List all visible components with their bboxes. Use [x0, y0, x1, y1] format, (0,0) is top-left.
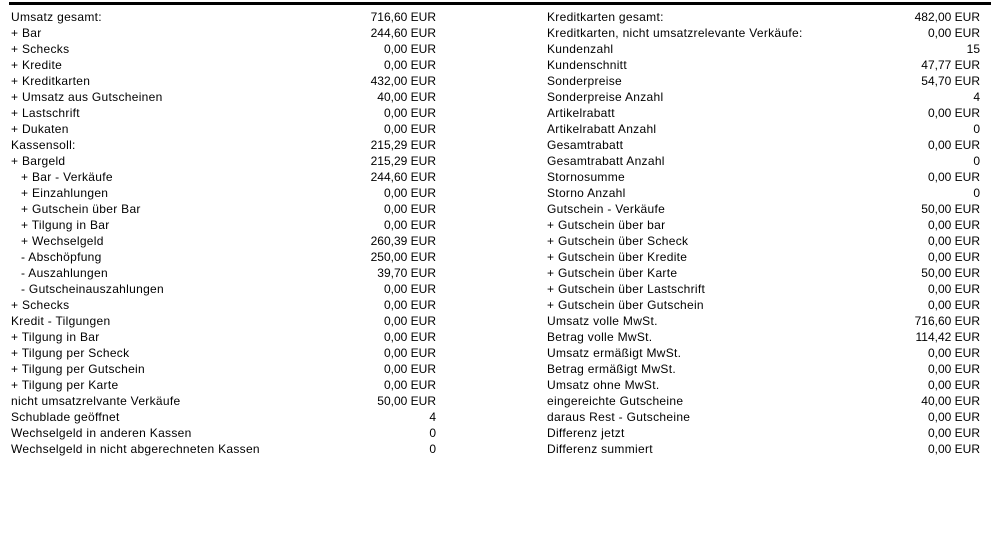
report-row — [11, 361, 436, 377]
report-row — [547, 153, 980, 169]
row-value: 0,00 EUR — [927, 346, 980, 360]
row-label: + Tilgung in Bar — [21, 218, 110, 232]
report-row — [11, 329, 436, 345]
row-value: 0,00 EUR — [927, 442, 980, 456]
row-label: + Tilgung in Bar — [11, 330, 100, 344]
report-row — [11, 73, 436, 89]
report-row — [547, 41, 980, 57]
row-value: 0,00 EUR — [383, 298, 436, 312]
row-value: 0 — [973, 154, 980, 168]
row-label: + Schecks — [11, 298, 70, 312]
report-row — [547, 233, 980, 249]
report-row — [11, 249, 436, 265]
report-row — [11, 409, 436, 425]
row-label: Umsatz volle MwSt. — [547, 314, 658, 328]
row-value: 54,70 EUR — [921, 74, 980, 88]
row-value: 50,00 EUR — [921, 202, 980, 216]
row-label: + Schecks — [11, 42, 70, 56]
row-value: 0,00 EUR — [927, 218, 980, 232]
row-label: Wechselgeld in nicht abgerechneten Kassen — [11, 442, 260, 456]
report-row — [547, 249, 980, 265]
row-label: Stornosumme — [547, 170, 625, 184]
row-value: 15 — [966, 42, 980, 56]
right-column — [547, 9, 980, 457]
row-label: Differenz summiert — [547, 442, 653, 456]
report-row — [11, 297, 436, 313]
report-row — [11, 265, 436, 281]
left-column — [11, 9, 436, 457]
report-row — [11, 41, 436, 57]
row-label: eingereichte Gutscheine — [547, 394, 684, 408]
row-label: + Umsatz aus Gutscheinen — [11, 90, 163, 104]
report-row — [11, 25, 436, 41]
row-value: 0,00 EUR — [383, 106, 436, 120]
row-label: + Kreditkarten — [11, 74, 91, 88]
row-value: 716,60 EUR — [914, 314, 980, 328]
report-row — [11, 153, 436, 169]
row-label: Kredit - Tilgungen — [11, 314, 111, 328]
report-row — [11, 89, 436, 105]
report-row — [11, 281, 436, 297]
report-row — [11, 137, 436, 153]
report-row — [547, 377, 980, 393]
row-value: 0,00 EUR — [383, 122, 436, 136]
report-row — [11, 201, 436, 217]
row-value: 244,60 EUR — [370, 26, 436, 40]
row-label: Kundenzahl — [547, 42, 614, 56]
report-row — [547, 329, 980, 345]
report-row — [11, 9, 436, 25]
row-value: 244,60 EUR — [370, 170, 436, 184]
report-row — [11, 121, 436, 137]
row-label: Betrag volle MwSt. — [547, 330, 653, 344]
row-label: + Tilgung per Gutschein — [11, 362, 145, 376]
row-label: + Lastschrift — [11, 106, 80, 120]
row-label: Kreditkarten, nicht umsatzrelevante Verkäufe: — [547, 26, 803, 40]
report-row — [11, 313, 436, 329]
row-label: + Kredite — [11, 58, 63, 72]
row-value: 0,00 EUR — [927, 138, 980, 152]
report-row — [547, 441, 980, 457]
report-row — [547, 89, 980, 105]
row-label: Artikelrabatt — [547, 106, 615, 120]
row-label: Sonderpreise — [547, 74, 622, 88]
report-row — [547, 185, 980, 201]
row-label: + Gutschein über Gutschein — [547, 298, 704, 312]
report-row — [547, 425, 980, 441]
row-value: 40,00 EUR — [377, 90, 436, 104]
row-label: + Wechselgeld — [21, 234, 104, 248]
row-value: 39,70 EUR — [377, 266, 436, 280]
row-label: Wechselgeld in anderen Kassen — [11, 426, 192, 440]
row-value: 0,00 EUR — [383, 42, 436, 56]
row-value: 50,00 EUR — [921, 266, 980, 280]
row-label: Kreditkarten gesamt: — [547, 10, 664, 24]
row-label: Betrag ermäßigt MwSt. — [547, 362, 677, 376]
row-label: nicht umsatzrelvante Verkäufe — [11, 394, 181, 408]
row-value: 0,00 EUR — [383, 346, 436, 360]
row-value: 432,00 EUR — [370, 74, 436, 88]
row-label: daraus Rest - Gutscheine — [547, 410, 691, 424]
report-row — [11, 105, 436, 121]
row-label: + Bargeld — [11, 154, 66, 168]
report-row — [11, 217, 436, 233]
report-row — [547, 121, 980, 137]
row-value: 47,77 EUR — [921, 58, 980, 72]
row-value: 0,00 EUR — [383, 186, 436, 200]
row-value: 716,60 EUR — [370, 10, 436, 24]
row-value: 0,00 EUR — [927, 250, 980, 264]
row-label: Schublade geöffnet — [11, 410, 120, 424]
row-value: 250,00 EUR — [370, 250, 436, 264]
report-row — [11, 233, 436, 249]
row-value: 0 — [973, 122, 980, 136]
report-row — [547, 361, 980, 377]
row-value: 0,00 EUR — [927, 410, 980, 424]
row-value: 0,00 EUR — [383, 378, 436, 392]
row-value: 0,00 EUR — [927, 378, 980, 392]
report-row — [547, 313, 980, 329]
report-row — [11, 441, 436, 457]
row-label: + Gutschein über Kredite — [547, 250, 688, 264]
report-row — [11, 57, 436, 73]
report-row — [11, 393, 436, 409]
row-value: 40,00 EUR — [921, 394, 980, 408]
row-label: Umsatz ohne MwSt. — [547, 378, 660, 392]
report-row — [11, 345, 436, 361]
row-label: + Tilgung per Scheck — [11, 346, 130, 360]
report-row — [547, 297, 980, 313]
row-value: 0 — [973, 186, 980, 200]
row-label: - Auszahlungen — [21, 266, 108, 280]
row-value: 0,00 EUR — [383, 282, 436, 296]
row-value: 114,42 EUR — [915, 330, 980, 344]
row-value: 4 — [429, 410, 436, 424]
row-label: Gesamtrabatt — [547, 138, 624, 152]
row-label: + Gutschein über Karte — [547, 266, 678, 280]
row-value: 0,00 EUR — [927, 282, 980, 296]
row-value: 0,00 EUR — [383, 202, 436, 216]
row-value: 4 — [973, 90, 980, 104]
report-row — [11, 377, 436, 393]
report-row — [547, 409, 980, 425]
row-label: Umsatz gesamt: — [11, 10, 102, 24]
row-label: + Gutschein über Lastschrift — [547, 282, 706, 296]
row-label: - Abschöpfung — [21, 250, 102, 264]
row-value: 482,00 EUR — [914, 10, 980, 24]
row-label: Sonderpreise Anzahl — [547, 90, 664, 104]
row-value: 0,00 EUR — [927, 234, 980, 248]
report-row — [547, 25, 980, 41]
row-value: 0 — [429, 426, 436, 440]
row-value: 0,00 EUR — [927, 426, 980, 440]
row-value: 0,00 EUR — [383, 330, 436, 344]
report-row — [11, 425, 436, 441]
report-row — [547, 393, 980, 409]
report-row — [547, 137, 980, 153]
row-label: Storno Anzahl — [547, 186, 626, 200]
row-value: 0,00 EUR — [927, 106, 980, 120]
row-label: Kundenschnitt — [547, 58, 627, 72]
report-row — [547, 169, 980, 185]
row-value: 0,00 EUR — [383, 362, 436, 376]
row-label: Umsatz ermäßigt MwSt. — [547, 346, 682, 360]
report-row — [11, 169, 436, 185]
row-value: 0,00 EUR — [927, 298, 980, 312]
report-row — [547, 281, 980, 297]
report-row — [547, 217, 980, 233]
report-row — [547, 201, 980, 217]
row-label: Gesamtrabatt Anzahl — [547, 154, 665, 168]
row-label: + Dukaten — [11, 122, 69, 136]
row-value: 260,39 EUR — [370, 234, 436, 248]
row-label: - Gutscheinauszahlungen — [21, 282, 164, 296]
row-value: 215,29 EUR — [370, 154, 436, 168]
row-value: 0,00 EUR — [927, 26, 980, 40]
row-label: + Gutschein über Bar — [21, 202, 141, 216]
report-row — [547, 105, 980, 121]
row-label: + Bar - Verkäufe — [21, 170, 113, 184]
row-value: 0,00 EUR — [383, 218, 436, 232]
row-label: + Tilgung per Karte — [11, 378, 119, 392]
report-row — [547, 265, 980, 281]
row-value: 0 — [429, 442, 436, 456]
report-row — [547, 73, 980, 89]
report-row — [547, 57, 980, 73]
report-row — [11, 185, 436, 201]
row-label: Artikelrabatt Anzahl — [547, 122, 657, 136]
row-value: 215,29 EUR — [370, 138, 436, 152]
report-row — [547, 345, 980, 361]
row-label: + Einzahlungen — [21, 186, 109, 200]
row-value: 0,00 EUR — [383, 314, 436, 328]
row-value: 0,00 EUR — [383, 58, 436, 72]
row-label: Kassensoll: — [11, 138, 76, 152]
row-label: Differenz jetzt — [547, 426, 625, 440]
report-row — [547, 9, 980, 25]
row-label: + Gutschein über bar — [547, 218, 666, 232]
top-border — [9, 2, 991, 5]
row-label: + Gutschein über Scheck — [547, 234, 689, 248]
row-label: + Bar — [11, 26, 42, 40]
row-value: 0,00 EUR — [927, 170, 980, 184]
row-value: 0,00 EUR — [927, 362, 980, 376]
row-label: Gutschein - Verkäufe — [547, 202, 666, 216]
row-value: 50,00 EUR — [377, 394, 436, 408]
